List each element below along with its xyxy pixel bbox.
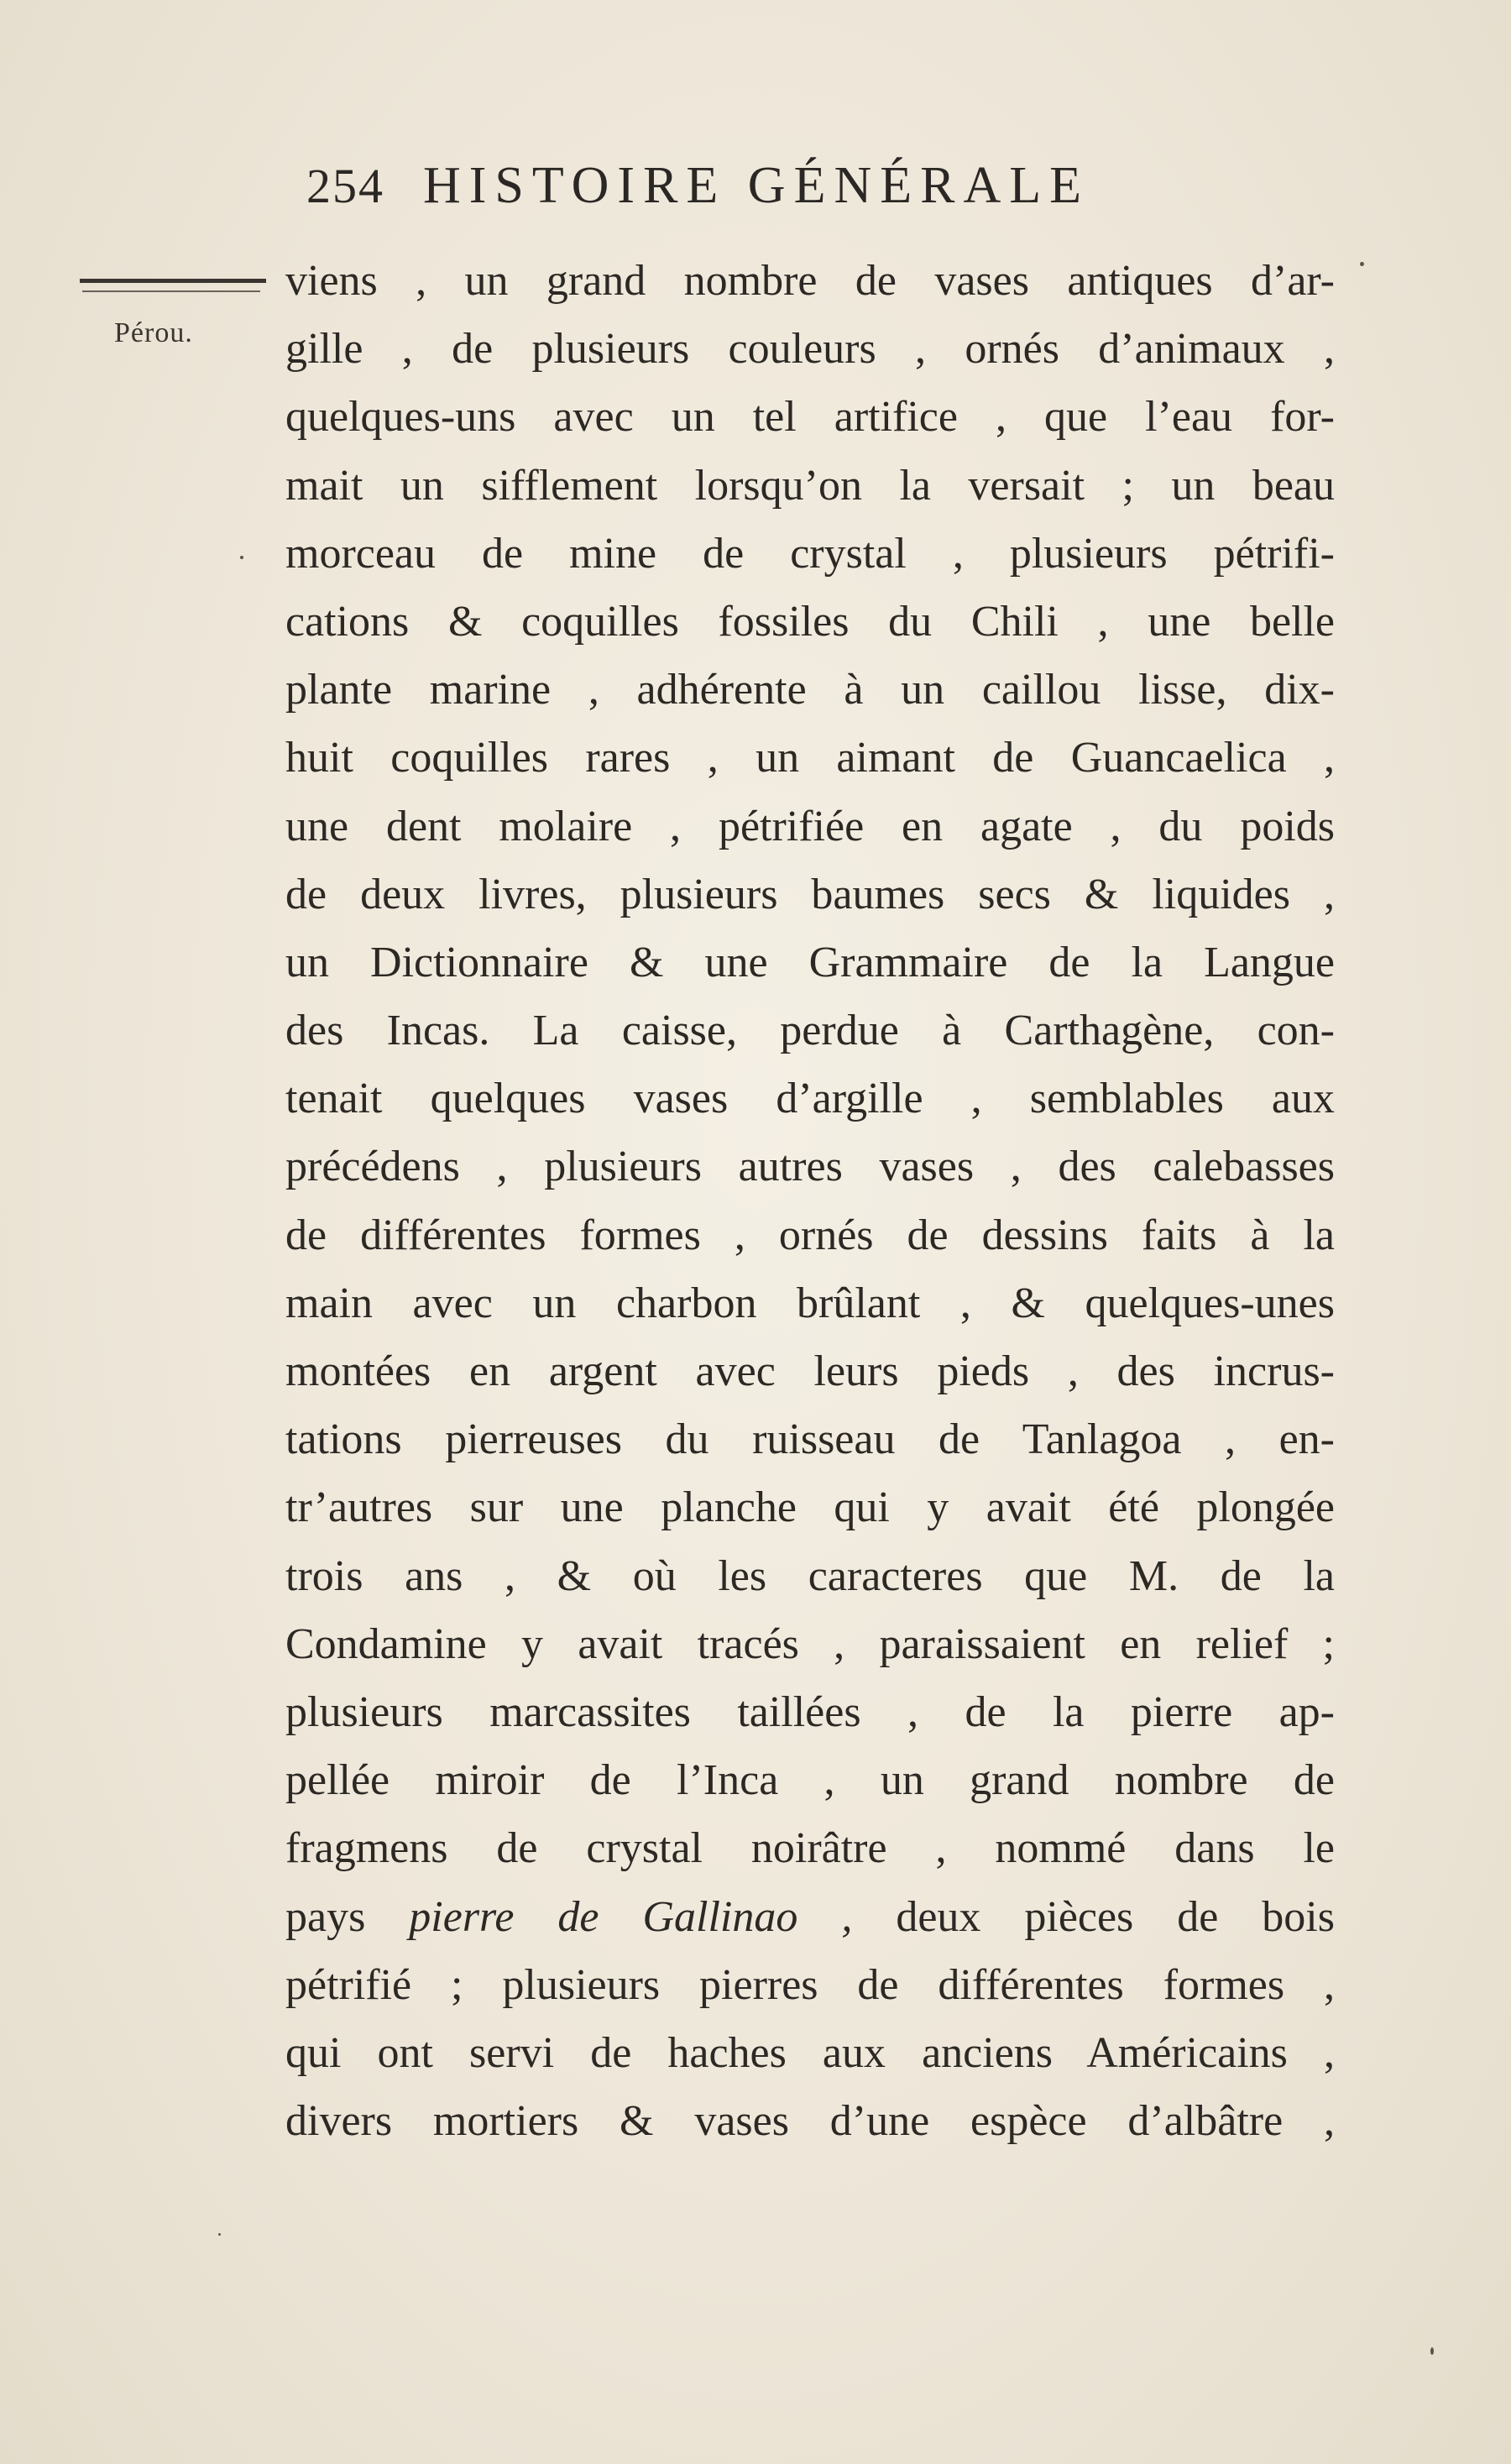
text-line: montées en argent avec leurs pieds , des incrus- (285, 1347, 1335, 1395)
body-text (285, 247, 1335, 2155)
text-line-italic-phrase (285, 1883, 1335, 1951)
page-number: 254 (306, 159, 384, 213)
text-line: tations pierreuses du ruisseau de Tanlagoa , en- (285, 1415, 1335, 1464)
text-line: un Dictionnaire & une Grammaire de la Langue (285, 938, 1335, 986)
text-line: plante marine , adhérente à un caillou lisse, dix- (285, 666, 1335, 714)
text-line: une dent molaire , pétrifiée en agate , du poids (285, 802, 1335, 850)
text-line: tr’autres sur une planche qui y avait été plongée (285, 1483, 1335, 1532)
text-line: morceau de mine de crystal , plusieurs pétrifi- (285, 529, 1335, 578)
text-line: de deux livres, plusieurs baumes secs & liquides , (285, 870, 1335, 918)
paper-speck (240, 556, 243, 559)
text-line: cations & coquilles fossiles du Chili , une belle (285, 597, 1335, 646)
text-line: plusieurs marcassites taillées , de la pierre ap- (285, 1687, 1335, 1736)
paper-speck (1360, 262, 1364, 266)
margin-note: Pérou. (114, 317, 193, 348)
text-line: divers mortiers & vases d’une espèce d’albâtre , (285, 2097, 1335, 2146)
text-line: main avec un charbon brûlant , & quelques-unes (285, 1279, 1335, 1327)
margin-rule-thin (82, 290, 260, 292)
text-line: précédens , plusieurs autres vases , des calebasses (285, 1143, 1335, 1191)
text-line: qui ont servi de haches aux anciens Américains , (285, 2028, 1335, 2077)
text-line: huit coquilles rares , un aimant de Guancaelica , (285, 734, 1335, 782)
text-line: viens , un grand nombre de vases antiques d’ar- (285, 257, 1335, 305)
text-line: quelques-uns avec un tel artifice , que l’eau for- (285, 393, 1335, 442)
paper-speck (218, 2233, 221, 2236)
text-segment: deux pièces de bois (852, 1892, 1335, 1941)
text-line: Condamine y avait tracés , paraissaient en relief ; (285, 1619, 1335, 1668)
text-line: pétrifié ; plusieurs pierres de différentes formes , (285, 1960, 1335, 2009)
text-line: trois ans , & où les caracteres que M. de la (285, 1551, 1335, 1600)
text-line: gille , de plusieurs couleurs , ornés d’animaux , (285, 325, 1335, 374)
italic-phrase: pierre de Gallinao , (409, 1892, 853, 1941)
text-line: fragmens de crystal noirâtre , nommé dans le (285, 1824, 1335, 1873)
text-line: mait un sifflement lorsqu’on la versait ; un beau (285, 461, 1335, 510)
paper-speck (1430, 2347, 1434, 2355)
text-line: des Incas. La caisse, perdue à Carthagène, con- (285, 1007, 1335, 1055)
text-line: pellée miroir de l’Inca , un grand nombre de (285, 1756, 1335, 1805)
running-title: HISTOIRE GÉNÉRALE (423, 157, 1090, 214)
margin-rule (80, 279, 266, 283)
text-line: de différentes formes , ornés de dessins faits à la (285, 1211, 1335, 1259)
running-head (306, 156, 1230, 232)
text-segment: pays (285, 1892, 410, 1941)
text-line: tenait quelques vases d’argille , semblables aux (285, 1075, 1335, 1123)
